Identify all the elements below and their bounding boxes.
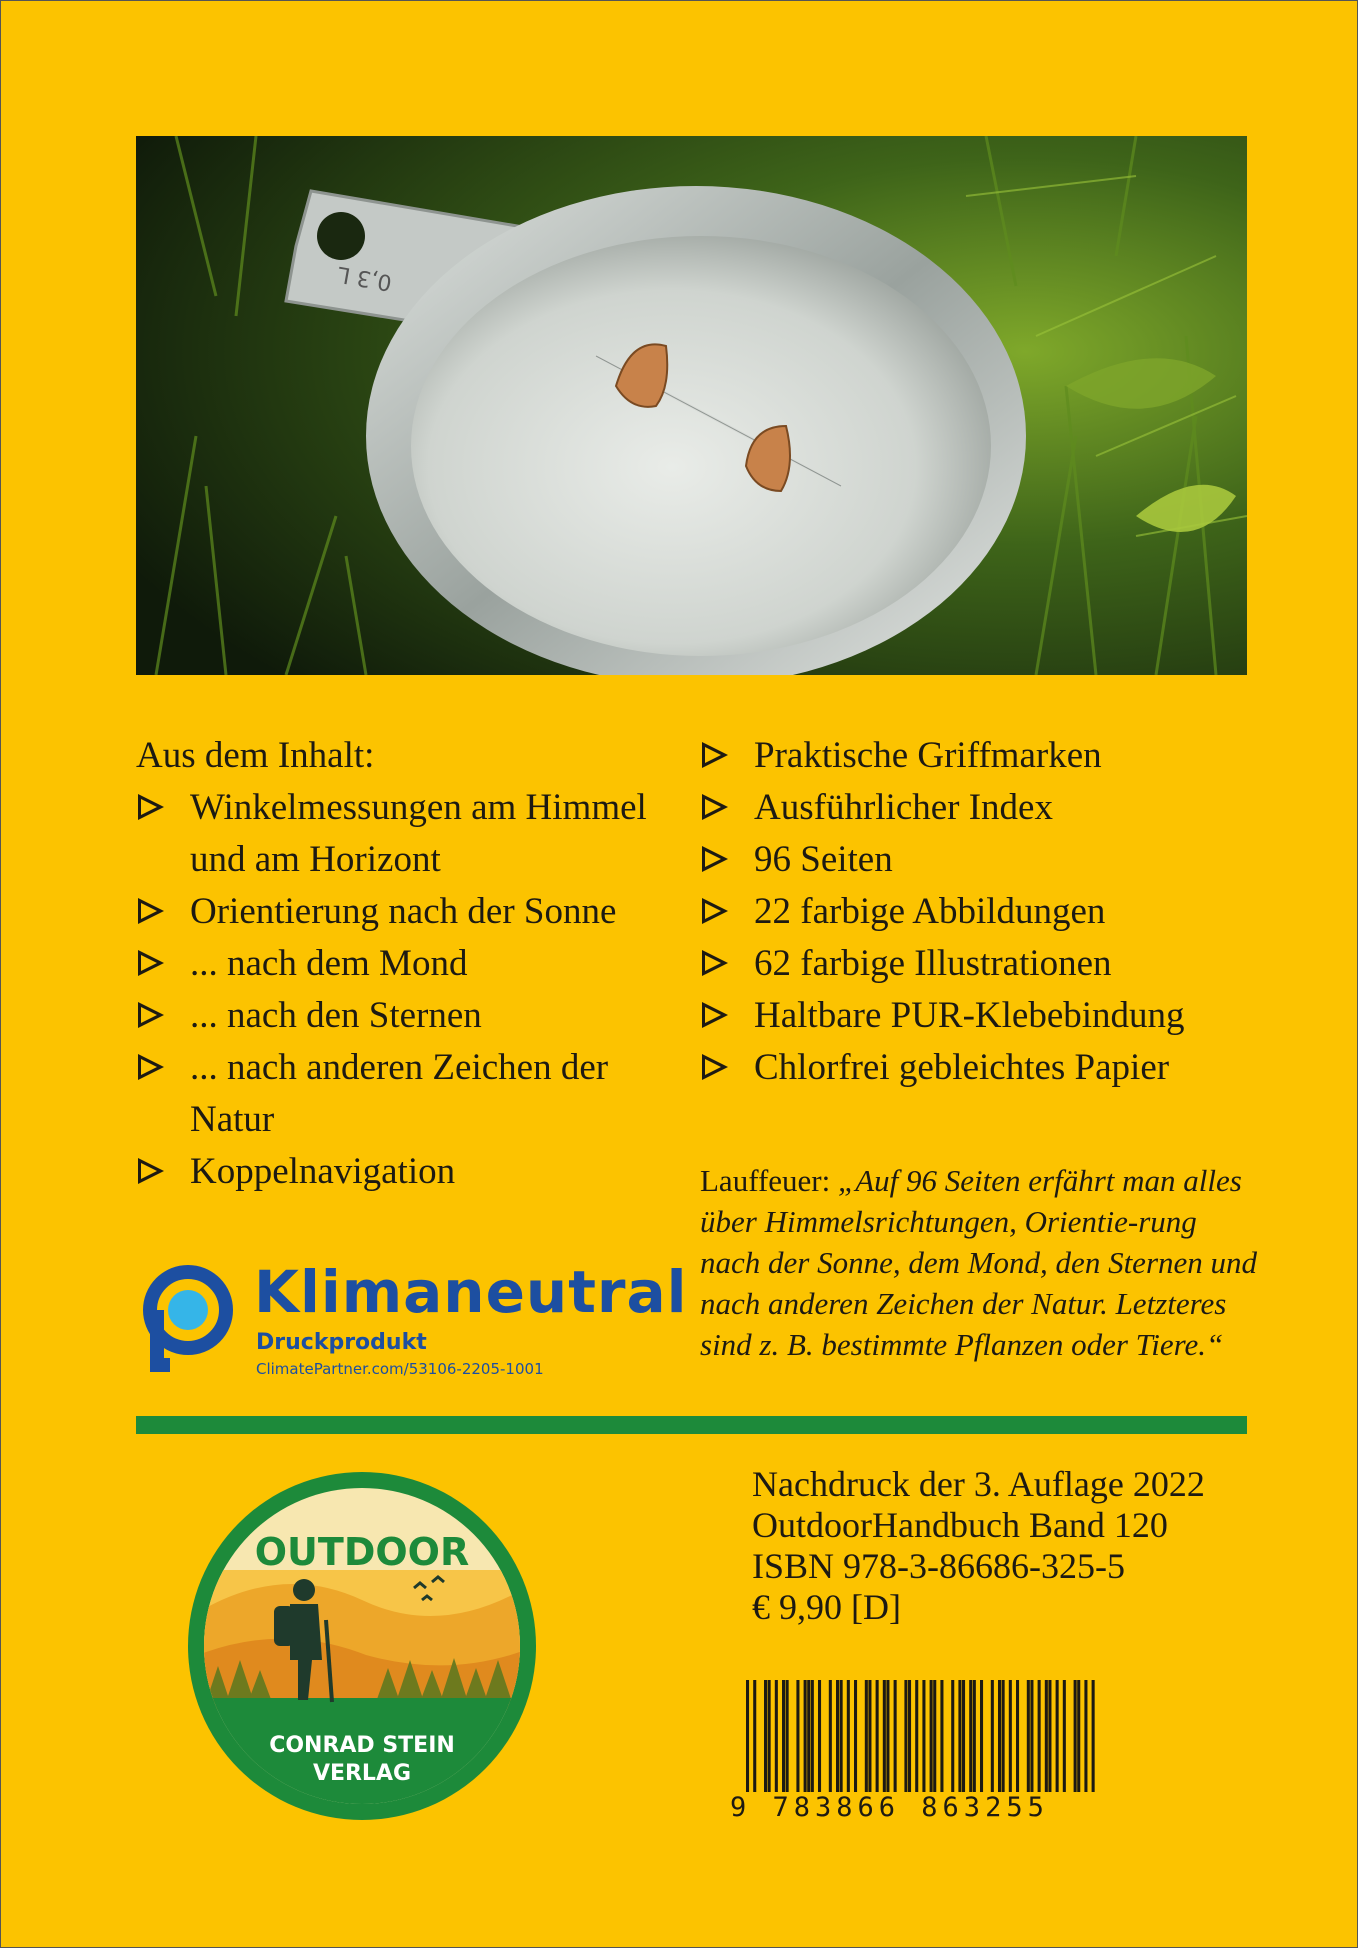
barcode-bar xyxy=(1038,1680,1041,1792)
list-item xyxy=(700,834,1260,886)
barcode-bar xyxy=(883,1680,886,1792)
barcode-bar xyxy=(951,1680,954,1792)
barcode-bars xyxy=(730,1680,1110,1792)
barcode-bar xyxy=(1045,1680,1048,1792)
triangle-bullet-icon xyxy=(138,898,164,924)
review-source: Lauffeuer: xyxy=(700,1163,831,1198)
review-text: „Auf 96 Seiten erfährt man alles über Himmelsrichtungen, Orientie-rung nach der Sonne, dem Mond, den Sternen und nach anderen Zeichen der Natur. Letzteres sind z. B. bestimmte Pflanzen oder Tiere.“ xyxy=(700,1163,1258,1362)
list-item-label: Chlorfrei gebleichtes Papier xyxy=(754,1047,1170,1088)
badge-bottom-line1: CONRAD STEIN xyxy=(269,1733,455,1758)
barcode-bar xyxy=(1063,1680,1066,1792)
barcode-bar xyxy=(753,1680,756,1792)
barcode-bar xyxy=(922,1680,925,1792)
barcode-bar xyxy=(894,1680,897,1792)
barcode-bar xyxy=(811,1680,814,1792)
list-item-label: Ausführlicher Index xyxy=(754,787,1053,828)
features-section xyxy=(700,730,1260,1094)
barcode-bar xyxy=(962,1680,965,1792)
list-item-label: 96 Seiten xyxy=(754,839,893,880)
list-item xyxy=(700,782,1260,834)
list-item xyxy=(136,938,696,990)
contents-heading: Aus dem Inhalt: xyxy=(136,735,375,776)
barcode-bar xyxy=(796,1680,799,1792)
list-item xyxy=(700,886,1260,938)
triangle-bullet-icon xyxy=(138,1054,164,1080)
list-item-label: Haltbare PUR-Klebebindung xyxy=(754,995,1185,1036)
pot-marking: 0,3 L xyxy=(336,260,394,295)
climate-partner-icon xyxy=(136,1262,236,1378)
barcode-bar xyxy=(886,1680,889,1792)
barcode-bar xyxy=(1084,1680,1087,1792)
triangle-bullet-icon xyxy=(702,898,728,924)
publisher-badge xyxy=(186,1470,538,1822)
triangle-bullet-icon xyxy=(702,742,728,768)
barcode-bar xyxy=(933,1680,936,1792)
badge-top-text: OUTDOOR xyxy=(254,1530,470,1574)
triangle-bullet-icon xyxy=(702,794,728,820)
triangle-bullet-icon xyxy=(138,1002,164,1028)
list-item-label: ... nach den Sternen xyxy=(190,995,482,1036)
triangle-bullet-icon xyxy=(702,950,728,976)
list-item xyxy=(136,886,696,938)
list-item xyxy=(700,1042,1260,1094)
edition-price: € 9,90 [D] xyxy=(752,1587,901,1627)
barcode-bar xyxy=(940,1680,943,1792)
triangle-bullet-icon xyxy=(138,794,164,820)
list-item-label: 62 farbige Illustrationen xyxy=(754,943,1112,984)
triangle-bullet-icon xyxy=(702,1054,728,1080)
barcode-bar xyxy=(930,1680,933,1792)
barcode-bar xyxy=(764,1680,767,1792)
contents-section xyxy=(136,730,696,1198)
klimaneutral-url: ClimatePartner.com/53106-2205-1001 xyxy=(256,1360,544,1378)
barcode-bar xyxy=(818,1680,821,1792)
list-item-label: 22 farbige Abbildungen xyxy=(754,891,1106,932)
contents-list xyxy=(136,782,696,1198)
list-item-label: Winkelmessungen am Himmel und am Horizont xyxy=(190,787,647,880)
barcode-bar xyxy=(1077,1680,1080,1792)
barcode-bar xyxy=(915,1680,918,1792)
isbn-barcode xyxy=(730,1680,1110,1835)
list-item xyxy=(136,782,696,886)
list-item xyxy=(700,730,1260,782)
barcode-bar xyxy=(1030,1680,1033,1792)
barcode-bar xyxy=(1027,1680,1030,1792)
barcode-bar xyxy=(840,1680,843,1792)
cover-photo xyxy=(136,136,1247,675)
list-item-label: Koppelnavigation xyxy=(190,1151,456,1192)
green-divider xyxy=(136,1416,1247,1434)
barcode-bar xyxy=(847,1680,850,1792)
features-list xyxy=(700,730,1260,1094)
list-item-label: ... nach anderen Zeichen der Natur xyxy=(190,1047,609,1140)
barcode-bar xyxy=(786,1680,789,1792)
barcode-bar xyxy=(868,1680,871,1792)
list-item xyxy=(136,990,696,1042)
list-item xyxy=(700,938,1260,990)
klimaneutral-title: Klimaneutral xyxy=(254,1258,688,1326)
barcode-bar xyxy=(991,1680,994,1792)
barcode-bar xyxy=(836,1680,839,1792)
barcode-bar xyxy=(865,1680,868,1792)
barcode-bar xyxy=(829,1680,832,1792)
list-item-label: Praktische Griffmarken xyxy=(754,735,1102,776)
triangle-bullet-icon xyxy=(138,950,164,976)
barcode-bar xyxy=(998,1680,1001,1792)
klimaneutral-subtitle: Druckprodukt xyxy=(256,1330,427,1355)
barcode-bar xyxy=(904,1680,907,1792)
triangle-bullet-icon xyxy=(702,1002,728,1028)
barcode-bar xyxy=(768,1680,771,1792)
list-item xyxy=(136,1146,696,1198)
barcode-bar xyxy=(1092,1680,1095,1792)
barcode-bar xyxy=(876,1680,879,1792)
list-item-label: Orientierung nach der Sonne xyxy=(190,891,617,932)
barcode-bar xyxy=(973,1680,976,1792)
barcode-bar xyxy=(804,1680,807,1792)
triangle-bullet-icon xyxy=(138,1158,164,1184)
list-item xyxy=(700,990,1260,1042)
barcode-bar xyxy=(969,1680,972,1792)
triangle-bullet-icon xyxy=(702,846,728,872)
review-quote xyxy=(700,1160,1260,1365)
barcode-bar xyxy=(1002,1680,1005,1792)
barcode-bar xyxy=(980,1680,983,1792)
edition-info xyxy=(752,1464,1205,1628)
barcode-bar xyxy=(782,1680,785,1792)
edition-isbn: ISBN 978-3-86686-325-5 xyxy=(752,1546,1125,1586)
barcode-bar xyxy=(1074,1680,1077,1792)
klimaneutral-logo xyxy=(136,1258,696,1382)
barcode-bar xyxy=(746,1680,749,1792)
barcode-bar xyxy=(1016,1680,1019,1792)
barcode-bar xyxy=(807,1680,810,1792)
barcode-bar xyxy=(908,1680,911,1792)
barcode-bar xyxy=(854,1680,857,1792)
list-item xyxy=(136,1042,696,1146)
barcode-bar xyxy=(1009,1680,1012,1792)
barcode-bar xyxy=(1056,1680,1059,1792)
list-item-label: ... nach dem Mond xyxy=(190,943,468,984)
barcode-bar xyxy=(958,1680,961,1792)
badge-bottom-line2: VERLAG xyxy=(312,1761,412,1786)
edition-reprint: Nachdruck der 3. Auflage 2022 xyxy=(752,1464,1205,1504)
edition-series: OutdoorHandbuch Band 120 xyxy=(752,1505,1168,1545)
barcode-bar xyxy=(1048,1680,1051,1792)
barcode-bar xyxy=(775,1680,778,1792)
barcode-digits: 9 783866 863255 xyxy=(730,1792,1049,1823)
